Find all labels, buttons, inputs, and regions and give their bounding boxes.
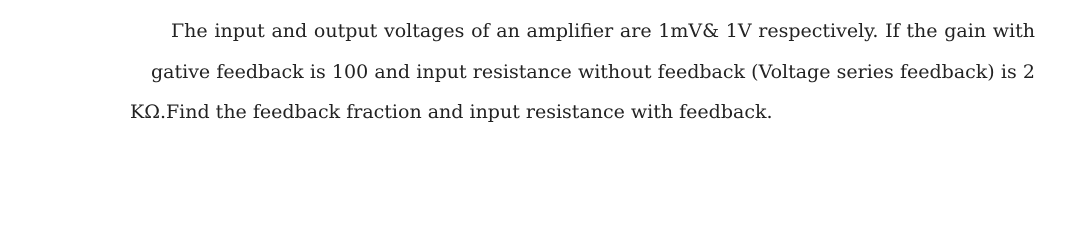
question-line-2: gative feedback is 100 and input resistance without feedback (Voltage series feedback) is 2 (151, 61, 1035, 83)
question-line-1: Γhe input and output voltages of an amplifier are 1mV& 1V respectively. If the gain with (171, 20, 1035, 42)
question-line-3: KΩ.Find the feedback fraction and input resistance with feedback. (130, 101, 773, 123)
